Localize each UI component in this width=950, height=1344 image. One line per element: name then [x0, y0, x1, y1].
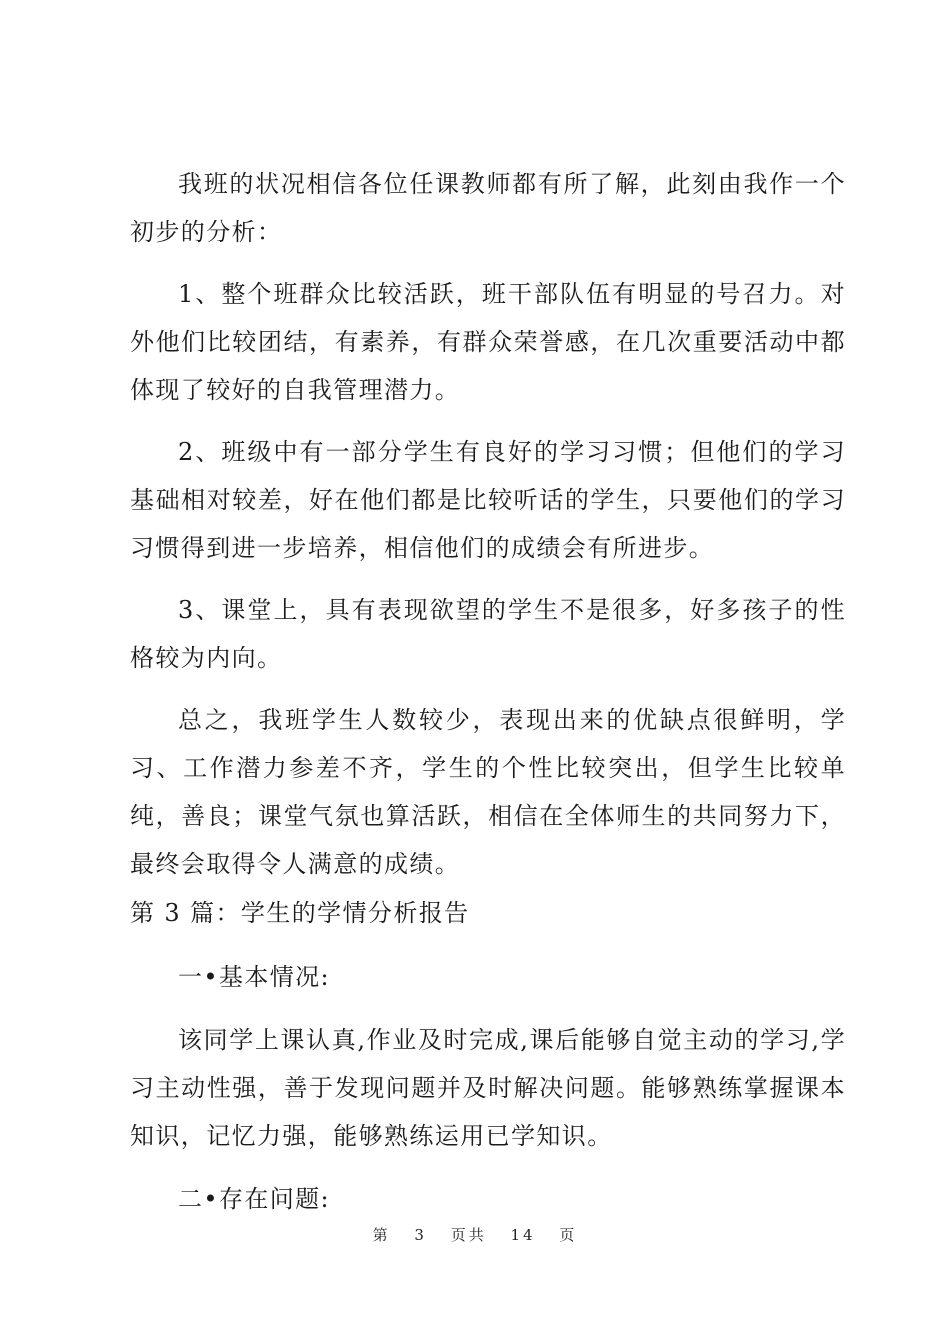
- subheading-problems: 二•存在问题:: [178, 1185, 331, 1213]
- footer-middle: 页共: [450, 1226, 487, 1244]
- footer-suffix: 页: [559, 1226, 578, 1244]
- paragraph-point-3: 3、课堂上，具有表现欲望的学生不是很多，好多孩子的性格较为内向。: [130, 596, 846, 672]
- paragraph-summary: 总之，我班学生人数较少，表现出来的优缺点很鲜明，学习、工作潜力参差不齐，学生的个性比较突出，但学生比较单纯，善良；课堂气氛也算活跃，相信在全体师生的共同努力下，最终会取得令人满意的成绩。: [130, 706, 846, 878]
- footer-total-pages: 14: [510, 1226, 536, 1244]
- footer-current-page: 3: [414, 1226, 427, 1244]
- document-body: [130, 160, 846, 1224]
- section-heading: 第 3 篇：学生的学情分析报告: [130, 899, 470, 927]
- subheading-basic: 一•基本情况:: [178, 963, 331, 991]
- paragraph-intro: 我班的状况相信各位任课教师都有所了解，此刻由我作一个初步的分析：: [130, 170, 846, 246]
- paragraph-point-2: 2、班级中有一部分学生有良好的学习习惯；但他们的学习基础相对较差，好在他们都是比较听话的学生，只要他们的学习习惯得到进一步培养，相信他们的成绩会有所进步。: [130, 438, 846, 562]
- paragraph-basic: 该同学上课认真,作业及时完成,课后能够自觉主动的学习,学习主动性强，善于发现问题并及时解决问题。能够熟练掌握课本知识，记忆力强，能够熟练运用已学知识。: [130, 1026, 846, 1150]
- footer-prefix: 第: [372, 1226, 391, 1244]
- page-footer: [0, 1224, 950, 1245]
- paragraph-point-1: 1、整个班群众比较活跃，班干部队伍有明显的号召力。对外他们比较团结，有素养，有群众荣誉感，在几次重要活动中都体现了较好的自我管理潜力。: [130, 280, 846, 404]
